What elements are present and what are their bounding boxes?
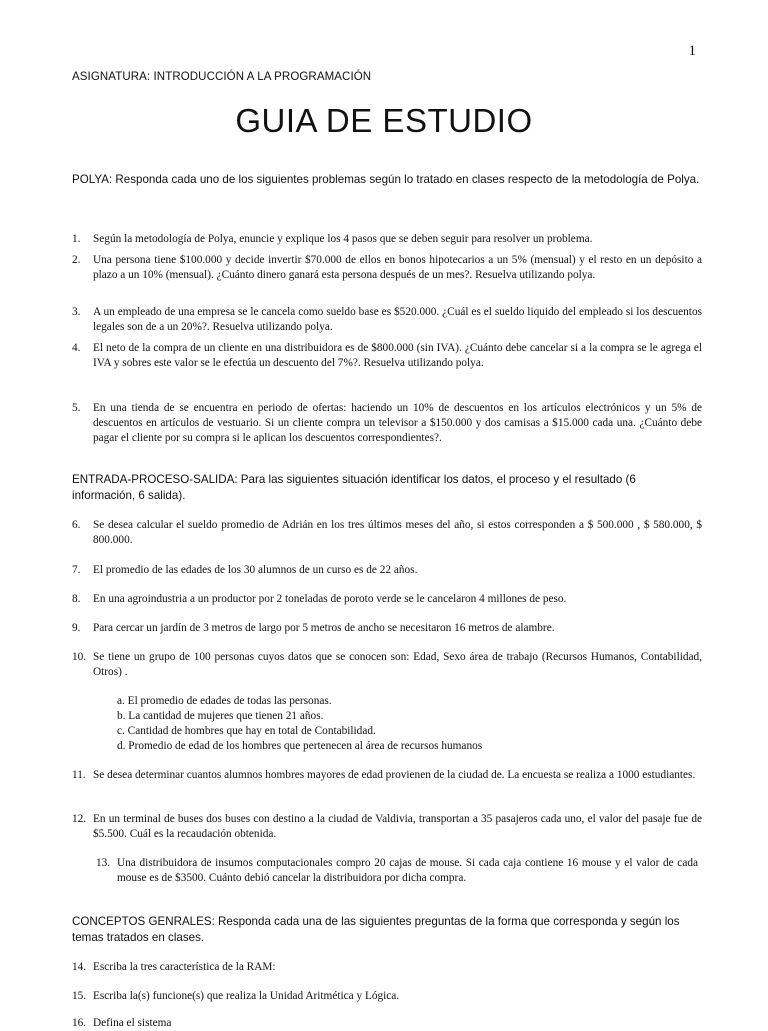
list-item: [72, 401, 702, 446]
item-text: Una distribuidora de insumos computacionales compro 20 cajas de mouse. Si cada caja contiene 16 mouse y el valor de cada mouse es de $3500. Cuánto debió cancelar la distribuidora por dicha compra.: [117, 857, 698, 884]
item-text: En una agroindustria a un productor por 2 toneladas de poroto verde se le cancelaron 4 millones de peso.: [93, 593, 567, 605]
list-item: [72, 592, 702, 607]
item-number: 11.: [72, 769, 86, 781]
list-item: [72, 812, 702, 842]
item-text: En una tienda de se encuentra en periodo de ofertas: haciendo un 10% de descuentos en los artículos electrónicos y un 5% de descuentos en artículos de vestuario. Si un cliente compra un televisor a $150.000 y dos camisas a $15.000 cada una. ¿Cuánto debe pagar el cliente por su compra si le aplican los descuentos correspondientes?.: [93, 402, 702, 444]
item-text: Defina el sistema: [93, 1017, 172, 1029]
sub-list-item: b. La cantidad de mujeres que tienen 21 años.: [117, 710, 324, 722]
section-polya: POLYA: Responda cada uno de los siguientes problemas según lo tratado en clases respecto de la metodología de Polya.: [72, 173, 700, 186]
sub-list-item: a. El promedio de edades de todas las personas.: [117, 695, 332, 707]
list-item: [72, 621, 702, 636]
document-title: GUIA DE ESTUDIO: [235, 102, 533, 139]
item-number: 7.: [72, 564, 81, 576]
item-text: El promedio de las edades de los 30 alumnos de un curso es de 22 años.: [93, 564, 418, 576]
item-text: Se desea determinar cuantos alumnos hombres mayores de edad provienen de la ciudad de. La encuesta se realiza a 1000 estudiantes.: [93, 769, 696, 781]
subject-heading: ASIGNATURA: INTRODUCCIÓN A LA PROGRAMACIÓN: [72, 71, 372, 83]
list-item: [72, 989, 702, 1004]
list-item: [72, 341, 702, 371]
item-text: Escriba la(s) funcione(s) que realiza la Unidad Aritmética y Lógica.: [93, 990, 400, 1002]
sub-list-item: c. Cantidad de hombres que hay en total de Contabilidad.: [117, 725, 376, 737]
list-item: [72, 305, 702, 335]
item-number: 2.: [72, 254, 81, 266]
list-item: [72, 768, 702, 783]
item-text: En un terminal de buses dos buses con destino a la ciudad de Valdivia, transportan a 35 pasajeros cada uno, el valor del pasaje fue de $5.500. Cuál es la recaudación obtenida.: [93, 813, 702, 840]
item-number: 6.: [72, 519, 81, 531]
list-item: [72, 232, 702, 247]
item-number: 14.: [72, 961, 87, 973]
item-text: El neto de la compra de un cliente en una distribuidora es de $800.000 (sin IVA). ¿Cuánto debe cancelar si a la compra se le agrega el IVA y sobres este valor se le efectúa un descuento del 7%?. Resuelva utilizando polya.: [93, 342, 702, 369]
item-text: Una persona tiene $100.000 y decide invertir $70.000 de ellos en bonos hipotecarios a un 5% (mensual) y el resto en un depósito a plazo a un 10% (mensual). ¿Cuánto dinero ganará esta persona después de un mes?. Resuelva utilizando polya.: [93, 254, 702, 281]
list-item: [72, 518, 702, 548]
item-number: 4.: [72, 342, 81, 354]
item-text: Se desea calcular el sueldo promedio de Adrián en los tres últimos meses del año, si estos corresponden a $ 500.000 , $ 580.000, $ 800.000.: [93, 519, 702, 546]
item-number: 3.: [72, 306, 81, 318]
section-entrada-proceso-salida: ENTRADA-PROCESO-SALIDA: Para las siguientes situación identificar los datos, el proceso y el resultado (6 información, 6 salida).: [72, 473, 636, 502]
page-number: 1: [688, 43, 696, 59]
item-text: A un empleado de una empresa se le cancela como sueldo base es $520.000. ¿Cuál es el sueldo liquido del empleado si los descuentos legales son de a un 20%?. Resuelva utilizando polya.: [93, 306, 702, 333]
item-number: 12.: [72, 813, 87, 825]
list-item: [72, 960, 702, 975]
sub-list-item: d. Promedio de edad de los hombres que pertenecen al área de recursos humanos: [117, 740, 483, 752]
item-number: 8.: [72, 593, 81, 605]
item-number: 5.: [72, 402, 81, 414]
list-item: [72, 650, 702, 680]
item-number: 1.: [72, 233, 81, 245]
section-conceptos-generales: CONCEPTOS GENRALES: Responda cada una de las siguientes preguntas de la forma que corresponda y según los temas tratados en clases.: [72, 915, 680, 944]
item-number: 15.: [72, 990, 87, 1002]
item-text: Escriba la tres característica de la RAM:: [93, 961, 276, 973]
list-item: [96, 856, 698, 886]
item-number: 13.: [96, 857, 111, 869]
item-text: Para cercar un jardín de 3 metros de largo por 5 metros de ancho se necesitaron 16 metros de alambre.: [93, 622, 555, 634]
item-text: Se tiene un grupo de 100 personas cuyos datos que se conocen son: Edad, Sexo área de trabajo (Recursos Humanos, Contabilidad, Otros) .: [93, 651, 702, 678]
list-item: [72, 563, 702, 578]
item-number: 9.: [72, 622, 81, 634]
sub-list: [117, 694, 482, 754]
item-text: Según la metodología de Polya, enuncie y explique los 4 pasos que se deben seguir para resolver un problema.: [93, 233, 593, 245]
list-item: [72, 253, 702, 283]
item-number: 10.: [72, 651, 87, 663]
item-number: 16.: [72, 1017, 87, 1029]
